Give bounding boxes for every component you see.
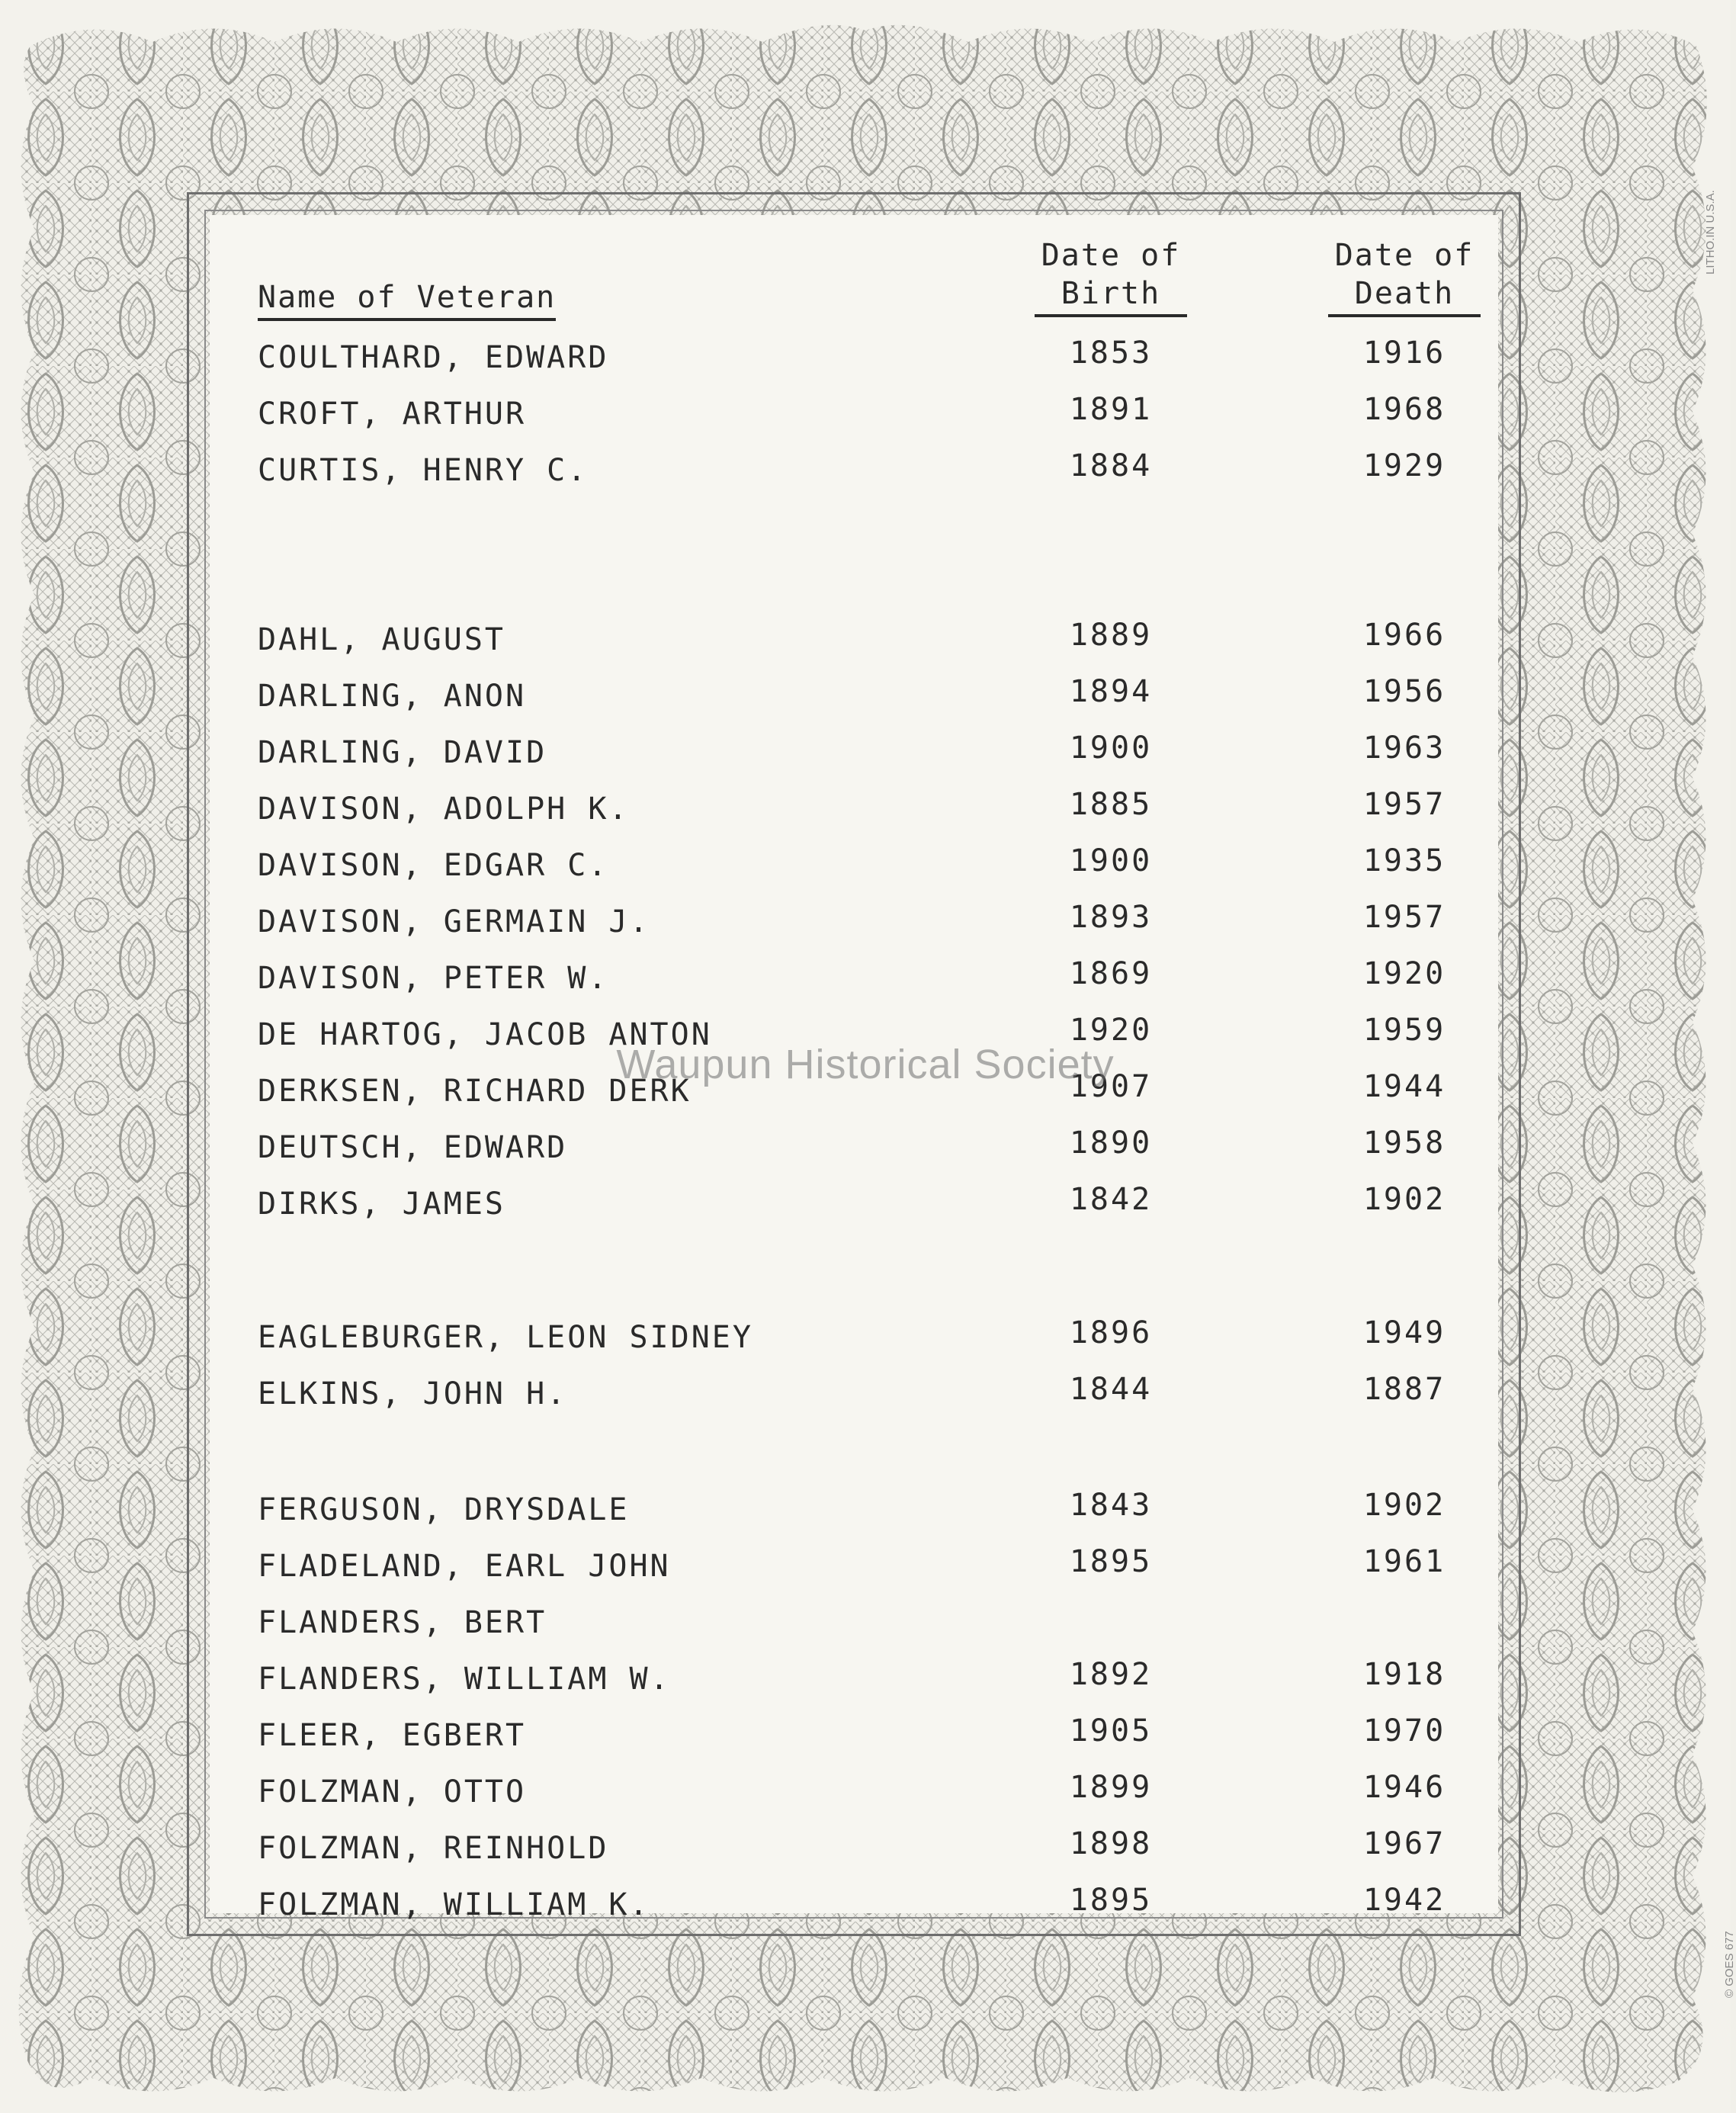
- birth-year: 1900: [1069, 731, 1153, 766]
- veteran-name: FOLZMAN, WILLIAM K.: [258, 1887, 650, 1922]
- veteran-name: DIRKS, JAMES: [258, 1187, 505, 1222]
- veteran-row: [0, 1182, 1731, 1228]
- veteran-row: [0, 1126, 1731, 1171]
- veteran-name: CROFT, ARTHUR: [258, 397, 527, 432]
- death-year: 1902: [1362, 1488, 1446, 1523]
- death-year: 1944: [1362, 1069, 1446, 1104]
- watermark-text: Waupun Historical Society: [616, 1042, 1115, 1087]
- veteran-row: [0, 1770, 1731, 1816]
- birth-year: 1889: [1069, 618, 1153, 653]
- veteran-row: [0, 1544, 1731, 1590]
- veteran-name: COULTHARD, EDWARD: [258, 340, 609, 375]
- veteran-row: [0, 618, 1731, 663]
- header-date-of-birth: [1035, 236, 1187, 317]
- veteran-name: DAVISON, ADOLPH K.: [258, 792, 630, 827]
- birth-year: 1884: [1069, 448, 1153, 483]
- death-year: 1902: [1362, 1182, 1446, 1217]
- death-year: 1942: [1362, 1883, 1446, 1918]
- header-death-line1: Date of: [1334, 238, 1474, 273]
- birth-year: 1843: [1069, 1488, 1153, 1523]
- death-year: 1887: [1362, 1372, 1446, 1407]
- veteran-name: DEUTSCH, EDWARD: [258, 1130, 568, 1165]
- death-year: 1970: [1362, 1713, 1446, 1749]
- header-name-of-veteran: Name of Veteran: [258, 278, 556, 321]
- veteran-name: DERKSEN, RICHARD DERK: [258, 1074, 692, 1109]
- veteran-row: [0, 448, 1731, 494]
- header-birth-line1: Date of: [1041, 238, 1181, 273]
- veteran-row: [0, 336, 1731, 381]
- veteran-row: [0, 674, 1731, 720]
- header-birth-line2: Birth: [1061, 276, 1161, 311]
- veteran-row: [0, 787, 1731, 833]
- birth-year: 1891: [1069, 392, 1153, 427]
- death-year: 1966: [1362, 618, 1446, 653]
- veteran-row: [0, 392, 1731, 438]
- veteran-row: [0, 1315, 1731, 1361]
- death-year: 1968: [1362, 392, 1446, 427]
- litho-imprint: LITHO.IN U.S.A.: [1704, 190, 1717, 275]
- veteran-name: FERGUSON, DRYSDALE: [258, 1492, 630, 1527]
- birth-year: 1895: [1069, 1883, 1153, 1918]
- death-year: 1918: [1362, 1657, 1446, 1692]
- birth-year: 1898: [1069, 1826, 1153, 1861]
- veteran-name: EAGLEBURGER, LEON SIDNEY: [258, 1320, 753, 1355]
- veteran-row: [0, 843, 1731, 889]
- death-year: 1920: [1362, 956, 1446, 991]
- veteran-name: DAHL, AUGUST: [258, 622, 505, 657]
- birth-year: 1895: [1069, 1544, 1153, 1579]
- veteran-row: [0, 1826, 1731, 1872]
- veteran-row: [0, 1372, 1731, 1418]
- veteran-row: [0, 1713, 1731, 1759]
- veteran-name: DARLING, ANON: [258, 679, 527, 714]
- birth-year: 1853: [1069, 336, 1153, 371]
- birth-year: 1844: [1069, 1372, 1153, 1407]
- birth-year: 1920: [1069, 1013, 1153, 1048]
- header-death-line2: Death: [1354, 276, 1455, 311]
- veteran-name: FLANDERS, BERT: [258, 1605, 547, 1640]
- veteran-row: [0, 1488, 1731, 1533]
- birth-year: 1893: [1069, 900, 1153, 935]
- birth-year: 1885: [1069, 787, 1153, 822]
- veteran-row: [0, 900, 1731, 946]
- birth-year: 1890: [1069, 1126, 1153, 1161]
- veteran-name: CURTIS, HENRY C.: [258, 453, 589, 488]
- birth-year: 1894: [1069, 674, 1153, 709]
- death-year: 1957: [1362, 900, 1446, 935]
- birth-year: 1905: [1069, 1713, 1153, 1749]
- header-date-of-death: [1328, 236, 1481, 317]
- veteran-row: [0, 731, 1731, 776]
- death-year: 1916: [1362, 336, 1446, 371]
- birth-year: 1842: [1069, 1182, 1153, 1217]
- death-year: 1959: [1362, 1013, 1446, 1048]
- veteran-name: FOLZMAN, REINHOLD: [258, 1831, 609, 1866]
- death-year: 1946: [1362, 1770, 1446, 1805]
- veteran-row: [0, 1657, 1731, 1703]
- veteran-row: [0, 956, 1731, 1002]
- veteran-name: FOLZMAN, OTTO: [258, 1774, 527, 1810]
- death-year: 1967: [1362, 1826, 1446, 1861]
- birth-year: 1907: [1069, 1069, 1153, 1104]
- birth-year: 1900: [1069, 843, 1153, 878]
- birth-year: 1892: [1069, 1657, 1153, 1692]
- death-year: 1956: [1362, 674, 1446, 709]
- veteran-name: DARLING, DAVID: [258, 735, 547, 770]
- death-year: 1929: [1362, 448, 1446, 483]
- veteran-name: DAVISON, PETER W.: [258, 961, 609, 996]
- veteran-row: [0, 1601, 1731, 1646]
- birth-year: 1899: [1069, 1770, 1153, 1805]
- veteran-name: DE HARTOG, JACOB ANTON: [258, 1017, 712, 1052]
- death-year: 1957: [1362, 787, 1446, 822]
- veteran-name: DAVISON, EDGAR C.: [258, 848, 609, 883]
- birth-year: 1896: [1069, 1315, 1153, 1350]
- death-year: 1961: [1362, 1544, 1446, 1579]
- goes-imprint: © GOES 677: [1723, 1931, 1736, 1998]
- birth-year: 1869: [1069, 956, 1153, 991]
- veteran-name: FLANDERS, WILLIAM W.: [258, 1662, 671, 1697]
- veteran-name: FLEER, EGBERT: [258, 1718, 527, 1753]
- veteran-name: DAVISON, GERMAIN J.: [258, 904, 650, 939]
- death-year: 1949: [1362, 1315, 1446, 1350]
- veteran-name: FLADELAND, EARL JOHN: [258, 1549, 671, 1584]
- death-year: 1963: [1362, 731, 1446, 766]
- death-year: 1935: [1362, 843, 1446, 878]
- veteran-name: ELKINS, JOHN H.: [258, 1376, 568, 1411]
- veteran-row: [0, 1883, 1731, 1928]
- death-year: 1958: [1362, 1126, 1446, 1161]
